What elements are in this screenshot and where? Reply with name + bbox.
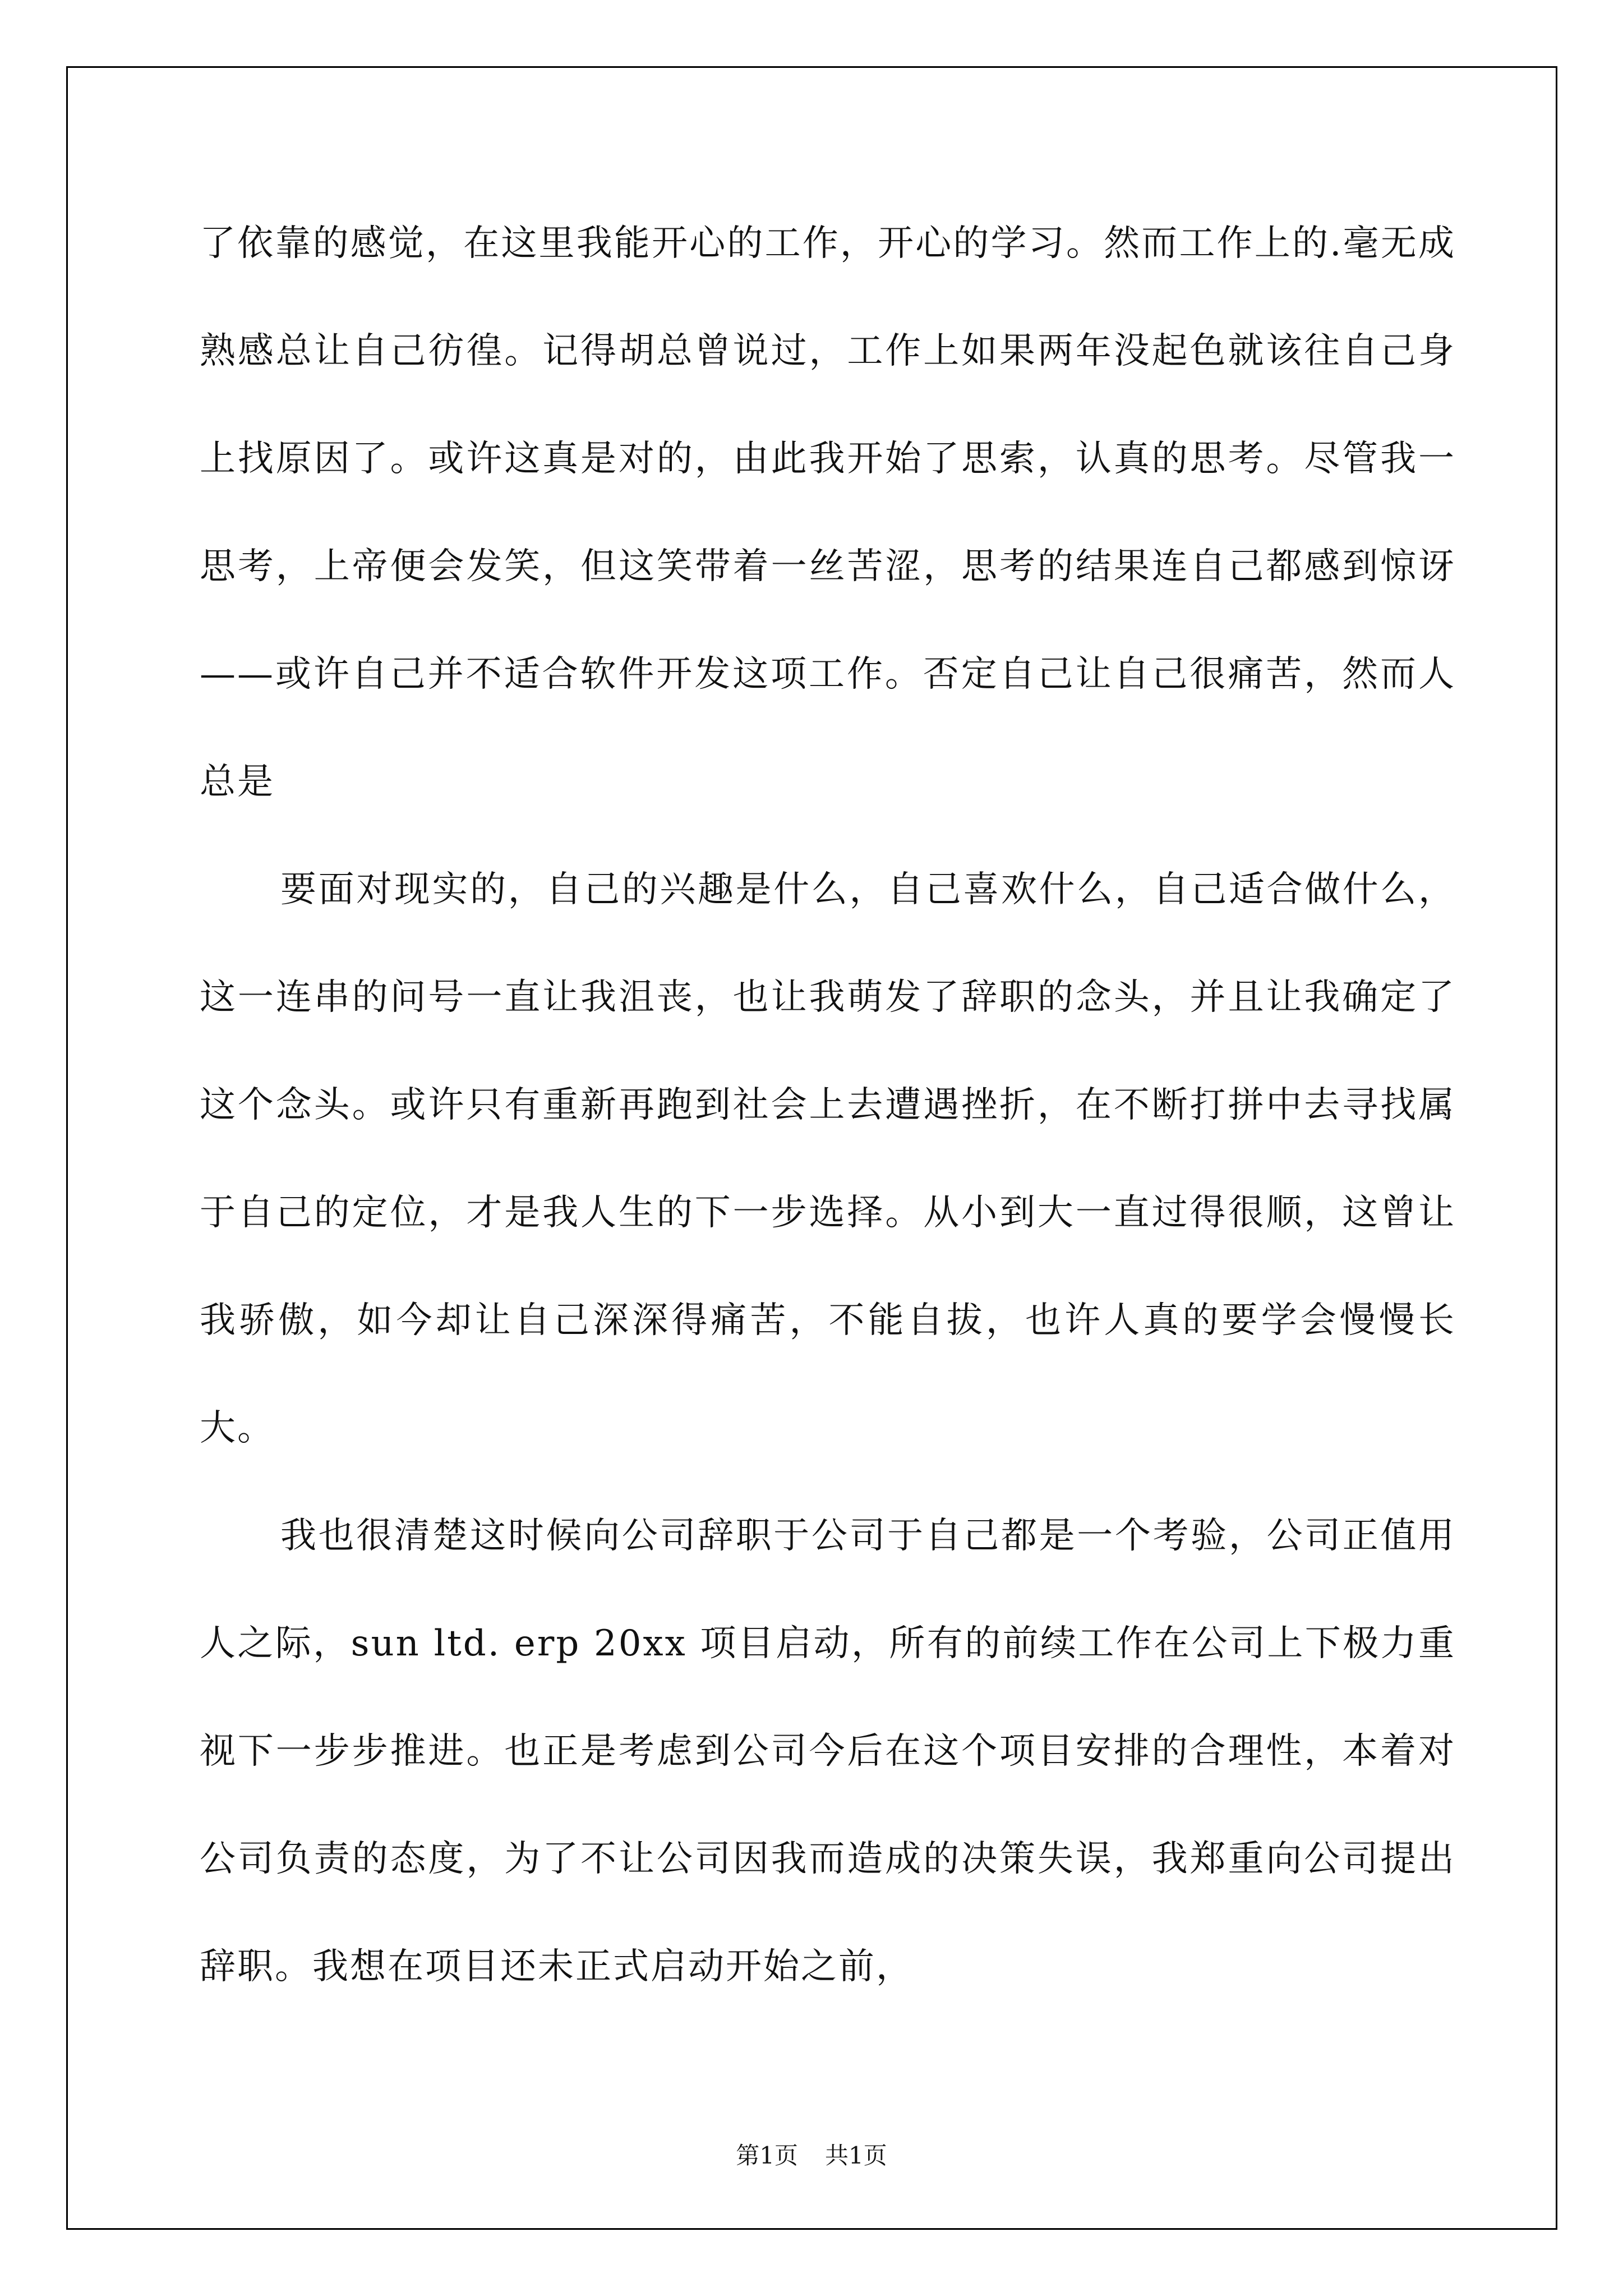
document-body	[200, 190, 1456, 2021]
page-footer	[0, 2137, 1623, 2171]
page-number: 第1页	[736, 2142, 798, 2169]
paragraph: 了依靠的感觉，在这里我能开心的工作，开心的学习。然而工作上的.毫无成熟感总让自己彷徨。记得胡总曾说过，工作上如果两年没起色就该往自己身上找原因了。或许这真是对的，由此我开始了思索，认真的思考。尽管我一思考，上帝便会发笑，但这笑带着一丝苦涩，思考的结果连自己都感到惊讶——或许自己并不适合软件开发这项工作。否定自己让自己很痛苦，然而人总是	[200, 223, 1456, 803]
paragraph: 要面对现实的，自己的兴趣是什么，自己喜欢什么，自己适合做什么，这一连串的问号一直让我沮丧，也让我萌发了辞职的念头，并且让我确定了这个念头。或许只有重新再跑到社会上去遭遇挫折，在不断打拼中去寻找属于自己的定位，才是我人生的下一步选择。从小到大一直过得很顺，这曾让我骄傲，如今却让自己深深得痛苦，不能自拔，也许人真的要学会慢慢长大。	[200, 869, 1456, 1449]
page-total: 共1页	[825, 2142, 887, 2169]
paragraph: 我也很清楚这时候向公司辞职于公司于自己都是一个考验，公司正值用人之际，sun ltd. erp 20xx 项目启动，所有的前续工作在公司上下极力重视下一步步推进。也正是考虑到公司今后在这个项目安排的合理性，本着对公司负责的态度，为了不让公司因我而造成的决策失误，我郑重向公司提出辞职。我想在项目还未正式启动开始之前，	[200, 1515, 1456, 1987]
